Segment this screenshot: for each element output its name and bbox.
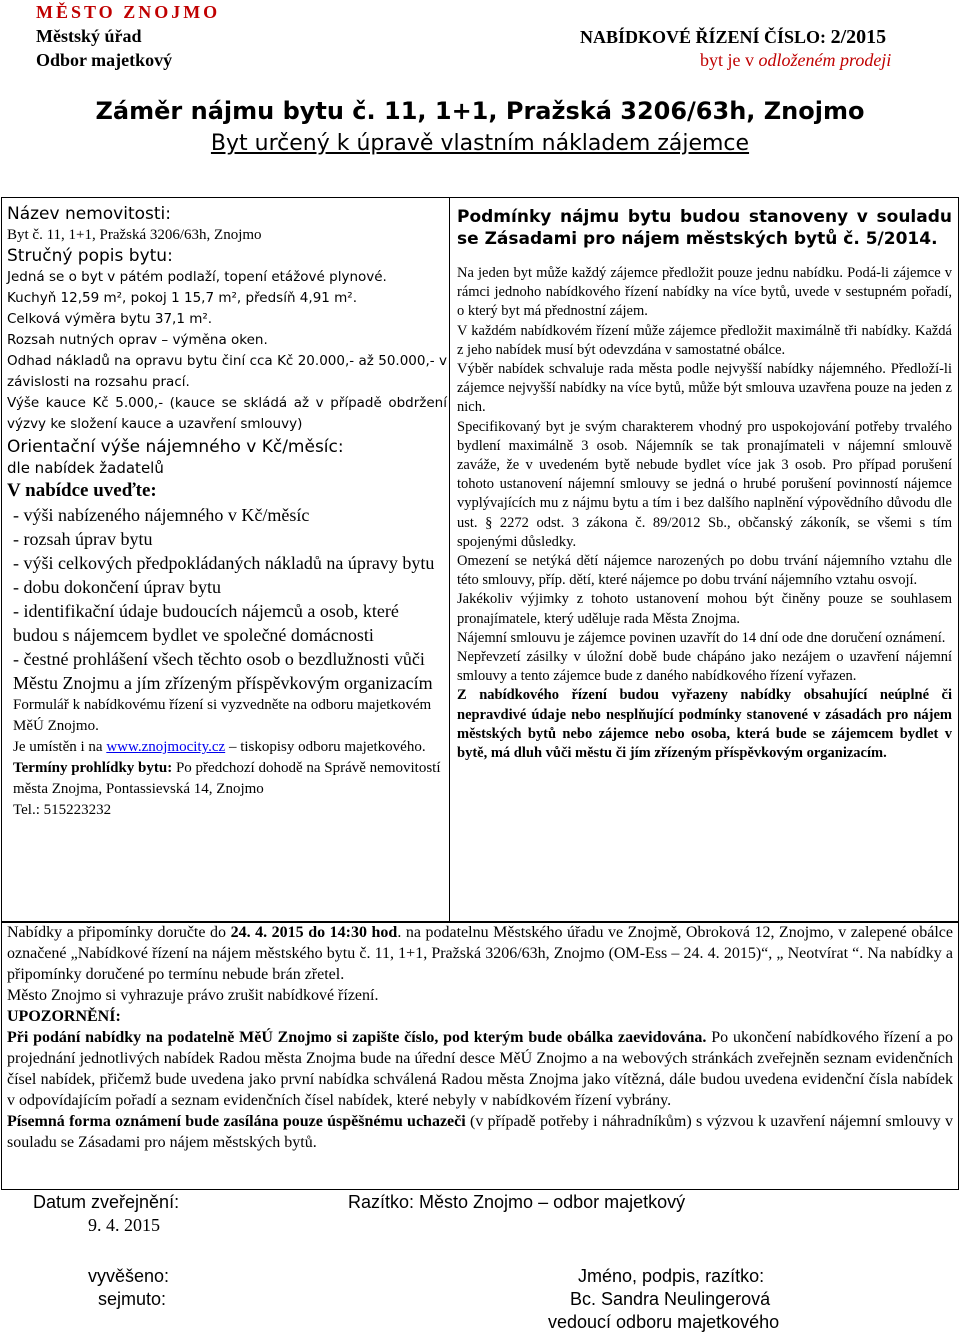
web-text	[7, 737, 447, 758]
desc-line: Celková výměra bytu 37,1 m².	[7, 311, 213, 327]
right-column	[457, 206, 952, 763]
column-divider	[449, 197, 450, 922]
note-italic: odloženém prodeji	[758, 50, 892, 70]
header-city: MĚSTO ZNOJMO	[36, 2, 221, 22]
published-label: Datum zveřejnění:	[33, 1192, 180, 1212]
condition-paragraph: Specifikovaný byt je svým charakterem vhodný pro uspokojování potřeby trvalého bydlení maximálně 3 osob. Nájemník se tak pronajímateli v nájemní smlouvě zaváže, že v uvedeném bytě nebude bydlet více jak 3 osob. Pro případ porušení tohoto ustanovení nájemní smlouvy se jedná o hrubé porušení povinností nájemce vyplývajících mu z nájmu bytu a tím i bez dalšího naplnění výpovědního důvodu dle ust. § 2272 odst. 3 zákona č. 89/2012 Sb., občanský zákoník, se všemi s tím spojenými důsledky.	[457, 418, 952, 550]
written-paragraph	[7, 1111, 953, 1153]
desc-line: Odhad nákladů na opravu bytu činí cca Kč 20.000,- až 50.000,- v závislosti na rozsahu prací.	[7, 353, 447, 390]
warning-text: Po ukončení nabídkového řízení a po projednání jednotlivých nabídek Radou města Znojma bude na úřední desce MěÚ Znojmo a na webových stránkách zveřejněn seznam evidenčních čísel nabídek, přičemž bude uvedena jako první nabídka schválená Radou města Znojma jako vítězná, dále budou uvedena evidenční čísla nabídek v odpovídajícím pořadí a seznam evidenčních čísel nabídek, které nebyly v nabídkovém řízení vybrány.	[7, 1029, 953, 1109]
offer-item: - čestné prohlášení všech těchto osob o bezdlužnosti vůči Městu Znojmu a jím zřízeným příspěvkovým organizacím	[13, 649, 433, 693]
deadline-paragraph	[7, 922, 953, 985]
reserve-paragraph: Město Znojmo si vyhrazuje právo zrušit nabídkové řízení.	[7, 987, 379, 1004]
desc-label: Stručný popis bytu:	[7, 246, 173, 266]
tender-label: NABÍDKOVÉ ŘÍZENÍ ČÍSLO:	[580, 27, 827, 47]
condition-paragraph: Výběr nabídek schvaluje rada města podle nejvyšší nabídky nájemného. Předloží-li zájemce nejvyšší nabídky na více bytů, může být smlouva uzavřena pouze na jeden z nich.	[457, 361, 952, 416]
written-text: (v případě potřeby i náhradníkům) s výzvou k uzavření nájemní smlouvy v souladu se Zásadami pro nájem městských bytů.	[7, 1113, 953, 1151]
web-suffix: – tiskopisy odboru majetkového.	[225, 739, 426, 755]
removed-label: sejmuto:	[98, 1289, 167, 1309]
web-link[interactable]: www.znojmocity.cz	[106, 739, 226, 755]
tender-number: 2/2015	[830, 26, 887, 48]
conditions-heading: Podmínky nájmu bytu budou stanoveny v souladu se Zásadami pro nájem městských bytů č. 5/2014.	[457, 207, 952, 249]
offer-item: - výši celkových předpokládaných nákladů na úpravy bytu	[13, 553, 435, 573]
deadline-prefix: Nabídky a připomínky doručte do	[7, 924, 231, 941]
instructions	[7, 922, 953, 1153]
condition-paragraph: Jakékoliv výjimky z tohoto ustanovení mohou být činěny pouze se souhlasem pronajímatele, který uděluje rada Města Znojma.	[457, 591, 952, 627]
header-tender	[580, 26, 886, 49]
posted-label: vyvěšeno:	[88, 1266, 170, 1286]
header-office: Městský úřad	[36, 26, 142, 46]
left-column	[7, 204, 447, 821]
offer-item: - dobu dokončení úprav bytu	[13, 577, 221, 597]
name-label: Název nemovitosti:	[7, 204, 171, 224]
deadline-suffix: . na podatelnu Městského úřadu ve Znojmě, Obroková 12, Znojmo, v zalepené obálce označené „Nabídkové řízení na nájem městského bytu č. 11, 1+1, Pražská 3206/63h, Znojmo (OM-Ess – 24. 4. 2015)“, „ Neotvírat “. Na nabídky a připomínky doručené po termínu nebude brán zřetel.	[7, 924, 954, 983]
viewing-value: Po předchozí dohodě na Správě nemovitostí města Znojma, Pontassievská 14, Znojmo	[13, 760, 441, 797]
note-prefix: byt je v	[700, 50, 759, 70]
desc-line: Rozsah nutných oprav – výměna oken.	[7, 332, 268, 348]
condition-paragraph: Nepřevzetí zásilky v úložní době bude chápáno jako nezájem o uzavření nájemní smlouvy a tento zájemce bude z daného nabídkového řízení vyřazen.	[457, 649, 952, 685]
signatory-name: Bc. Sandra Neulingerová	[570, 1289, 771, 1309]
stamp-text: Razítko: Město Znojmo – odbor majetkový	[348, 1192, 686, 1212]
header-note	[700, 50, 891, 71]
header-department: Odbor majetkový	[36, 50, 173, 70]
viewing-text	[7, 758, 447, 800]
warning-label: UPOZORNĚNÍ:	[7, 1008, 121, 1025]
rent-label: Orientační výše nájemného v Kč/měsíc:	[7, 437, 344, 457]
published-date: 9. 4. 2015	[88, 1215, 160, 1235]
desc-line: Kuchyň 12,59 m², pokoj 1 15,7 m², předsíň 4,91 m².	[7, 290, 358, 306]
signatory-role: vedoucí odboru majetkového	[548, 1312, 780, 1332]
phone: Tel.: 515223232	[13, 802, 112, 818]
web-prefix: Je umístěn i na	[13, 739, 107, 755]
exclusion-paragraph: Z nabídkového řízení budou vyřazeny nabídky obsahující neúplné či nepravdivé údaje nebo nesplňující podmínky stanovené v zásadách pro nájem městských bytů nebo zájemce nebo osoba, která bude se zájemcem bydlet v bytě, má dluh vůči městu či jím zřízeným příspěvkovým organizacím.	[457, 687, 952, 762]
offer-label: V nabídce uveďte:	[7, 480, 157, 501]
warning-bold: Při podání nabídky na podatelně MěÚ Znojmo si zapište číslo, pod kterým bude obálka zaevidována.	[7, 1029, 707, 1046]
condition-paragraph: Omezení se netýká dětí nájemce narozených po dobu trvání nájemního vztahu dle této smlouvy, příp. dětí, které nájemce po dobu trvání nájemního vztahu osvojí.	[457, 553, 952, 589]
signature-label: Jméno, podpis, razítko:	[578, 1266, 765, 1286]
desc-line: Výše kauce Kč 5.000,- (kauce se skládá až v případě obdržení výzvy ke složení kauce a uzavření smlouvy)	[7, 395, 447, 432]
deadline-date: 24. 4. 2015 do 14:30 hod	[230, 924, 398, 941]
offer-item: - identifikační údaje budoucích nájemců a osob, které budou s nájemcem bydlet ve společné domácnosti	[13, 601, 399, 645]
offer-item: - výši nabízeného nájemného v Kč/měsíc	[13, 505, 310, 525]
name-value: Byt č. 11, 1+1, Pražská 3206/63h, Znojmo	[7, 227, 262, 243]
offer-item: - rozsah úprav bytu	[13, 529, 153, 549]
condition-paragraph: V každém nabídkovém řízení může zájemce předložit maximálně tři nabídky. Každá z jeho nabídek musí být odevzdána v samostatné obálce.	[457, 322, 952, 358]
viewing-label: Termíny prohlídky bytu:	[13, 760, 173, 776]
written-bold: Písemná forma oznámení bude zasílána pouze úspěšnému uchazeči	[7, 1113, 466, 1130]
page-title: Záměr nájmu bytu č. 11, 1+1, Pražská 3206/63h, Znojmo	[95, 97, 865, 125]
warning-paragraph	[7, 1027, 953, 1111]
page-subtitle: Byt určený k úpravě vlastním nákladem zájemce	[210, 131, 750, 156]
condition-paragraph: Na jeden byt může každý zájemce předložit pouze jednu nabídku. Podá-li zájemce v rámci jednoho nabídkového řízení nabídky na více bytů, uvede v sestupném pořadí, o který byt má přednostní zájem.	[457, 265, 952, 320]
rent-value: dle nabídek žadatelů	[7, 459, 164, 477]
desc-line: Jedná se o byt v pátém podlaží, topení etážové plynové.	[7, 269, 387, 285]
form-text: Formulář k nabídkovému řízení si vyzvedněte na odboru majetkovém MěÚ Znojmo.	[13, 697, 432, 734]
condition-paragraph: Nájemní smlouvu je zájemce povinen uzavřít do 14 dní ode dne doručení oznámení.	[457, 629, 946, 646]
